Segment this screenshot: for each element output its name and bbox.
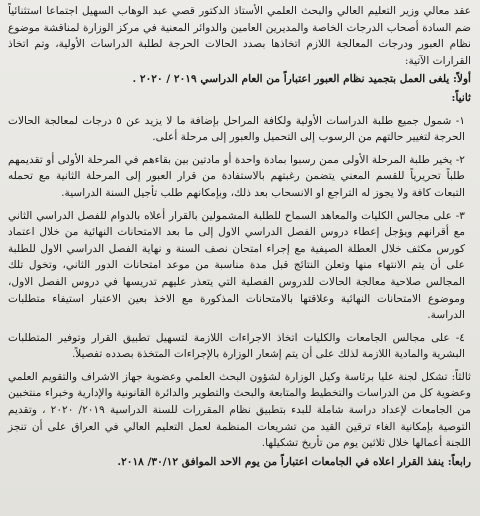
decision-second-item-4: ٤- على مجالس الجامعات والكليات اتخاذ الاجراءات اللازمة لتسهيل تطبيق القرار وتوفير المتطلبات البشرية والمادية اللازمة لذلك على أن يتم إشعار الوزارة بالإجراءات المتخذة بصدده تفصيلاً. <box>8 331 465 361</box>
decision-second-item-1: ١- شمول جميع طلبة الدراسات الأولية ولكافة المراحل بإضافة ما لا يزيد عن ٥ درجات لمعالجة الحالات الحرجة لتغيير حالتهم من الرسوب إلى التحميل والعبور إلى مرحلة أعلى. <box>8 114 466 144</box>
decision-second-item-3: ٣- على مجالس الكليات والمعاهد السماح للطلبة المشمولين بالقرار أعلاه بالدوام للفصل الدراسي الثاني مع أقرانهم ويؤجل إعطاء دروس الفصل الدراسي الاول إلى ما بعد الامتحانات النهائية من خلال اعتماد كورس مكثف خلال العطلة الصيفية مع إجراء امتحان نصف السنة و نهاية الفصل الدراسي الاول للطلبة على أن يتم الانتهاء منها وتعلن النتائج قبل مدة مناسبة من موعد امتحانات الدور الثاني، وتخول تلك المجالس صلاحية معالجة الحالات للدروس الفصلية التي يتعذر عليهم تدريسها في دروس الفصل الاول، وموضوع الامتحانات النهائية وعلاقتها بالامتحانات المذكورة مع الاخذ بعين الاعتبار استيفاء متطلبات الدراسة. <box>8 209 465 322</box>
decision-third: ثالثاً: تشكل لجنة عليا برئاسة وكيل الوزارة لشؤون البحث العلمي وعضوية جهاز الاشراف والتقويم العلمي وعضوية كل من الدراسات والتخطيط والمتابعة والبحث والتطوير والدائرة القانونية والإدارية وخبراء منتخبين من الجامعات لإعداد دراسة شاملة للبدء بتطبيق نظام المقررات للسنة الدراسية ٢٠١٩/ ٢٠٢٠ ، وتقديم التوصية بإمكانية الغاء ترقين القيد من تشريعات المنظمة لعمل التعليم العالي في العراق على أن تنجز اللجنة أعمالها خلال ثلاثين يوم من تأريخ تشكيلها. <box>8 370 471 450</box>
decision-fourth: رابعاً: ينفذ القرار اعلاه في الجامعات اعتباراً من يوم الاحد الموافق ٣٠/١٢/ ٢٠١٨. <box>117 455 471 468</box>
decision-second-item-2: ٢- يخير طلبة المرحلة الأولى ممن رسبوا بمادة واحدة أو مادتين بين بقاءهم في المرحلة الأولى أو تقديمهم طلباً تحريرياً للقسم المعني يتضمن رغبتهم بالاستفادة من قرار العبور إلى المرحلة الثانية مع تحمله التبعات كافة ولا يجوز له التراجع او الانسحاب بعد ذلك، وبإمكانهم طلب تأجيل السنة الدراسية. <box>8 153 465 199</box>
intro-paragraph: عقد معالي وزير التعليم العالي والبحث العلمي الأستاذ الدكتور قصي عبد الوهاب السهيل اجتماعا استثنائياً ضم السادة أصحاب الدرجات الخاصة والمديرين العامين والدوائر المعنية في مركز الوزارة لمناقشة موضوع نظام العبور ودرجات المعالجة اللازم اتخاذها بصدد الحالات الحرجة لطلبة الدراسات الأولية، وتم اتخاذ القرارات الآتية: <box>8 5 471 67</box>
decision-first: أولاً: يلغى العمل بتجميد نظام العبور اعتباراً من العام الدراسي ٢٠١٩ / ٢٠٢٠ . <box>132 73 471 86</box>
decision-second-heading: ثانياً: <box>451 91 471 104</box>
